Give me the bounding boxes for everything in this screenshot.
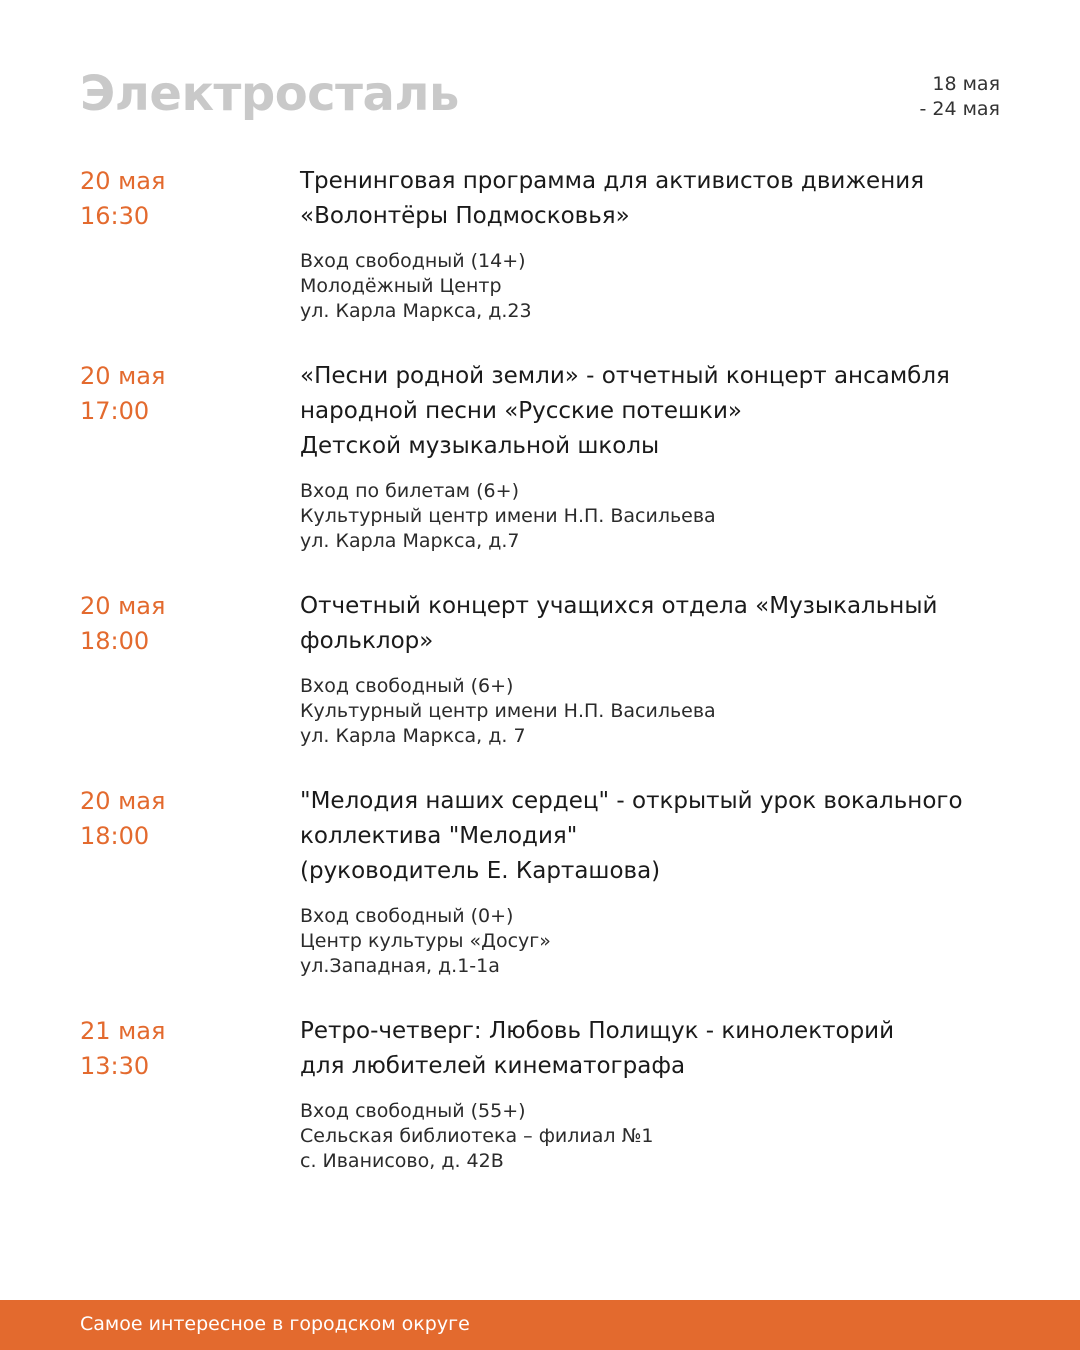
- event-title-line: «Песни родной земли» - отчетный концерт ансамбля: [300, 363, 950, 389]
- event-time: 17:00: [80, 397, 150, 425]
- event-date: 21 мая: [80, 1017, 166, 1045]
- event-entry: Вход свободный (6+): [300, 675, 514, 697]
- event-details: [300, 589, 1000, 749]
- event-title: [300, 1014, 1000, 1084]
- event-address: ул.Западная, д.1-1а: [300, 955, 500, 977]
- event-venue: Центр культуры «Досуг»: [300, 930, 551, 952]
- event-date: 20 мая: [80, 167, 166, 195]
- event-address: ул. Карла Маркса, д.23: [300, 300, 532, 322]
- event-datetime: [80, 164, 280, 234]
- event-address: ул. Карла Маркса, д. 7: [300, 725, 526, 747]
- event-title-line: Тренинговая программа для активистов движения: [300, 168, 925, 194]
- event-title-line: народной песни «Русские потешки»: [300, 398, 742, 424]
- event-entry: Вход свободный (0+): [300, 905, 514, 927]
- event-title-line: Ретро-четверг: Любовь Полищук - кинолекторий: [300, 1018, 895, 1044]
- page-title: Электросталь: [80, 66, 459, 122]
- event-title-line: "Мелодия наших сердец" - открытый урок вокального: [300, 788, 963, 814]
- event-venue: Молодёжный Центр: [300, 275, 502, 297]
- date-range-start: 18 мая: [932, 73, 1000, 95]
- date-range: [919, 72, 1000, 122]
- event-venue: Культурный центр имени Н.П. Васильева: [300, 700, 716, 722]
- event-address: ул. Карла Маркса, д.7: [300, 530, 520, 552]
- event-info: [300, 249, 1000, 324]
- event-title: [300, 164, 1000, 234]
- footer-bar: [0, 1300, 1080, 1350]
- page-header: [80, 62, 1000, 132]
- event-info: [300, 904, 1000, 979]
- event-time: 16:30: [80, 202, 150, 230]
- event-time: 18:00: [80, 822, 150, 850]
- event-title-line: (руководитель Е. Карташова): [300, 858, 661, 884]
- date-range-end: - 24 мая: [919, 98, 1000, 120]
- event-info: [300, 674, 1000, 749]
- event-details: [300, 359, 1000, 554]
- event-entry: Вход по билетам (6+): [300, 480, 519, 502]
- event-datetime: [80, 359, 280, 429]
- event-time: 18:00: [80, 627, 150, 655]
- event-title-line: Детской музыкальной школы: [300, 433, 660, 459]
- event-title-line: «Волонтёры Подмосковья»: [300, 203, 630, 229]
- event-address: с. Иванисово, д. 42В: [300, 1150, 504, 1172]
- event-title: [300, 589, 1000, 659]
- event-datetime: [80, 1014, 280, 1084]
- event-datetime: [80, 589, 280, 659]
- event-title-line: Отчетный концерт учащихся отдела «Музыкальный: [300, 593, 938, 619]
- event-venue: Сельская библиотека – филиал №1: [300, 1125, 654, 1147]
- event-details: [300, 784, 1000, 979]
- event-title-line: фольклор»: [300, 628, 434, 654]
- event-info: [300, 479, 1000, 554]
- event-details: [300, 1014, 1000, 1174]
- event-title-line: коллектива "Мелодия": [300, 823, 578, 849]
- event-date: 20 мая: [80, 362, 166, 390]
- event-title-line: для любителей кинематографа: [300, 1053, 686, 1079]
- event-date: 20 мая: [80, 787, 166, 815]
- event-time: 13:30: [80, 1052, 150, 1080]
- event-entry: Вход свободный (14+): [300, 250, 526, 272]
- event-venue: Культурный центр имени Н.П. Васильева: [300, 505, 716, 527]
- footer-tagline: Самое интересное в городском округе: [80, 1313, 470, 1335]
- event-datetime: [80, 784, 280, 854]
- event-title: [300, 359, 1000, 464]
- event-details: [300, 164, 1000, 324]
- event-title: [300, 784, 1000, 889]
- event-date: 20 мая: [80, 592, 166, 620]
- event-info: [300, 1099, 1000, 1174]
- event-entry: Вход свободный (55+): [300, 1100, 526, 1122]
